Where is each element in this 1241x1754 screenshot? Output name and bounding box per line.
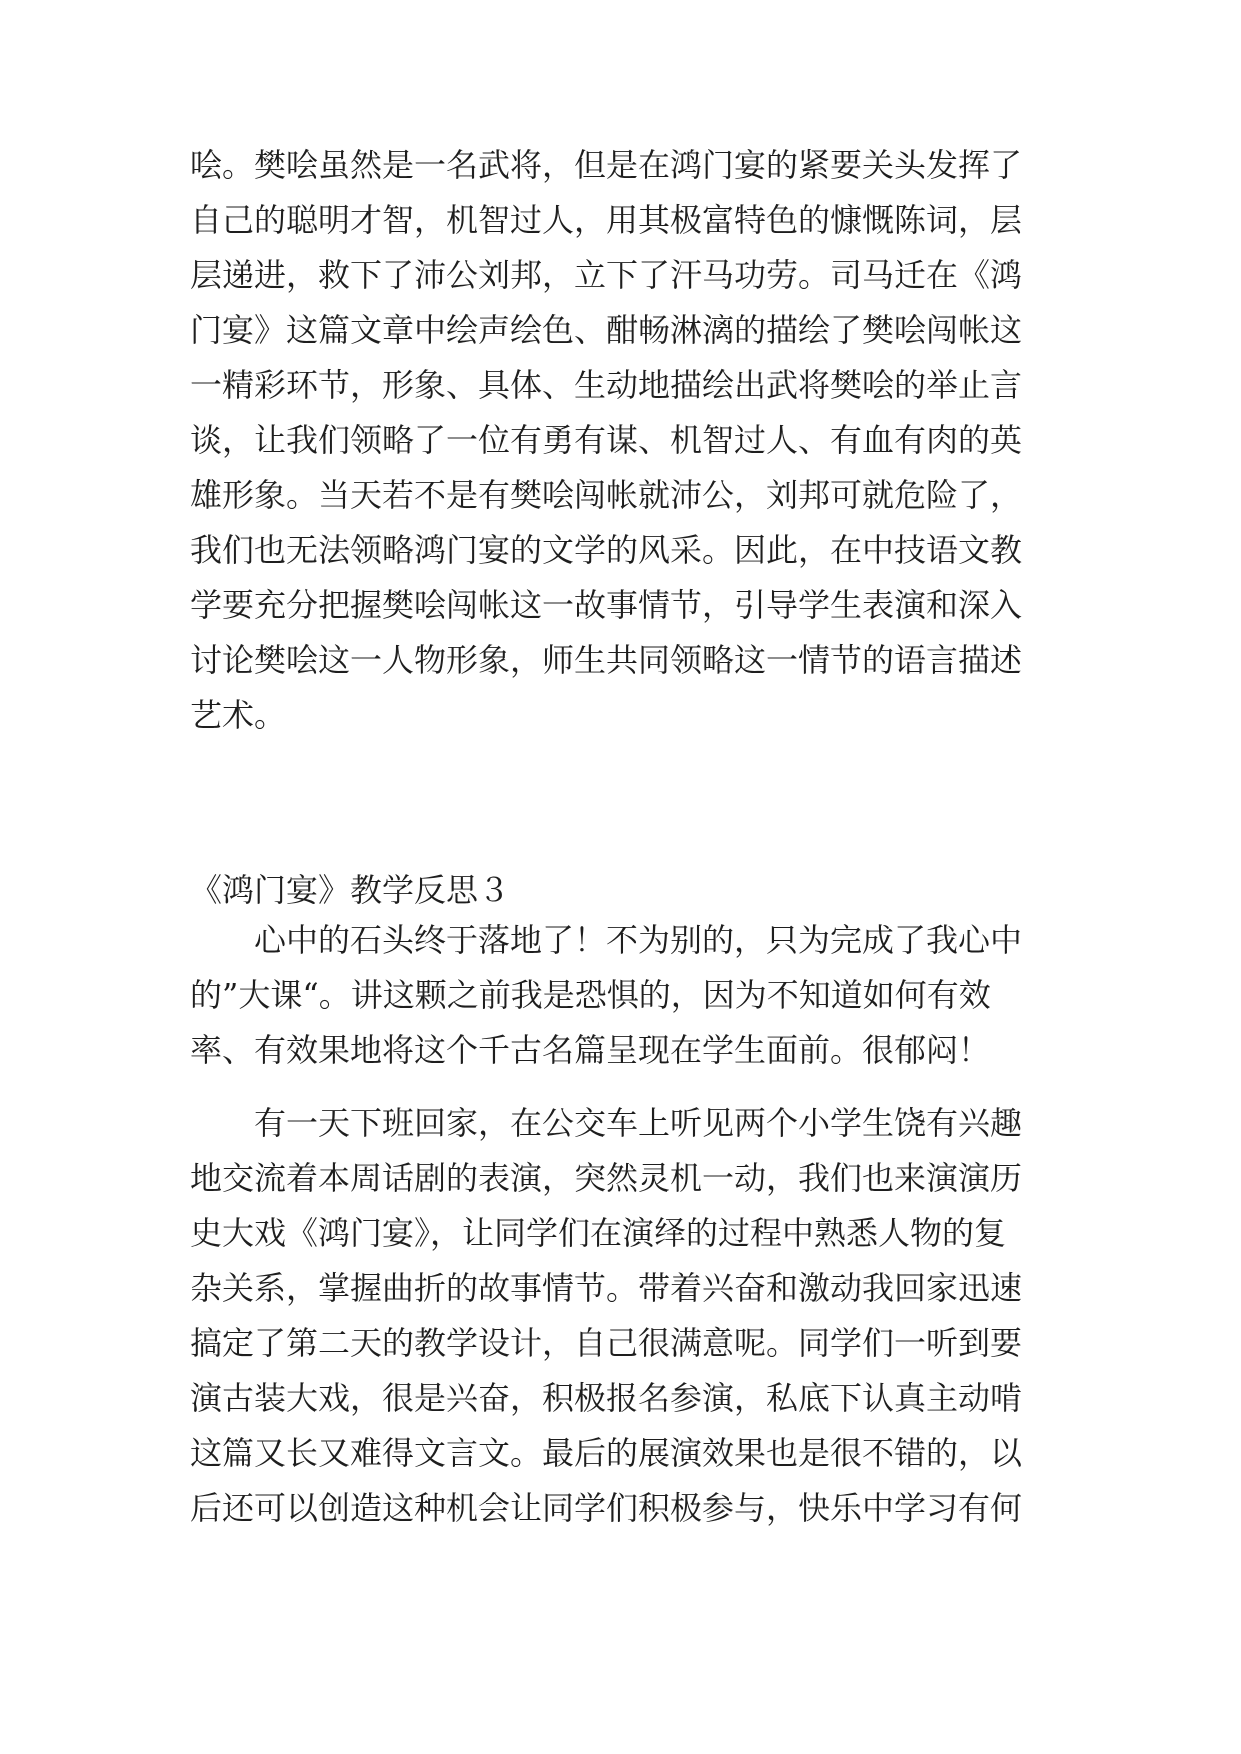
paragraph-line: 这篇又长又难得文言文。最后的展演效果也是很不错的，以 <box>190 1434 1023 1472</box>
paragraph-line: 有一天下班回家，在公交车上听见两个小学生饶有兴趣 <box>254 1104 1023 1142</box>
paragraph-line: 史大戏《鸿门宴》，让同学们在演绎的过程中熟悉人物的复 <box>190 1214 1007 1252</box>
paragraph-line: 学要充分把握樊哙闯帐这一故事情节，引导学生表演和深入 <box>190 586 1023 624</box>
paragraph-line: 我们也无法领略鸿门宴的文学的风采。因此，在中技语文教 <box>190 531 1023 569</box>
paragraph-line: 门宴》这篇文章中绘声绘色、酣畅淋漓的描绘了樊哙闯帐这 <box>190 311 1023 349</box>
paragraph-line: 自己的聪明才智，机智过人，用其极富特色的慷慨陈词，层 <box>190 201 1023 239</box>
paragraph-line: 艺术。 <box>190 696 287 734</box>
paragraph-line: 哙。樊哙虽然是一名武将，但是在鸿门宴的紧要关头发挥了 <box>190 146 1023 184</box>
paragraph-line: 杂关系，掌握曲折的故事情节。带着兴奋和激动我回家迅速 <box>190 1269 1023 1307</box>
paragraph-line: 雄形象。当天若不是有樊哙闯帐就沛公，刘邦可就危险了， <box>190 476 1023 514</box>
paragraph-line: 搞定了第二天的教学设计，自己很满意呢。同学们一听到要 <box>190 1324 1023 1362</box>
paragraph-line: 率、有效果地将这个千古名篇呈现在学生面前。很郁闷！ <box>190 1031 991 1069</box>
paragraph-line: 心中的石头终于落地了！不为别的，只为完成了我心中 <box>254 921 1023 959</box>
paragraph-line: 的”大课“。讲这颗之前我是恐惧的，因为不知道如何有效 <box>190 976 991 1014</box>
paragraph-line: 地交流着本周话剧的表演，突然灵机一动，我们也来演演历 <box>190 1159 1023 1197</box>
paragraph-line: 演古装大戏，很是兴奋，积极报名参演，私底下认真主动啃 <box>190 1379 1023 1417</box>
paragraph-line: 讨论樊哙这一人物形象，师生共同领略这一情节的语言描述 <box>190 641 1023 679</box>
section-heading: 《鸿门宴》教学反思３ <box>190 871 511 909</box>
paragraph-line: 谈，让我们领略了一位有勇有谋、机智过人、有血有肉的英 <box>190 421 1023 459</box>
paragraph-line: 一精彩环节，形象、具体、生动地描绘出武将樊哙的举止言 <box>190 366 1023 404</box>
paragraph-line: 后还可以创造这种机会让同学们积极参与，快乐中学习有何 <box>190 1489 1023 1527</box>
paragraph-line: 层递进，救下了沛公刘邦，立下了汗马功劳。司马迁在《鸿 <box>190 256 1023 294</box>
